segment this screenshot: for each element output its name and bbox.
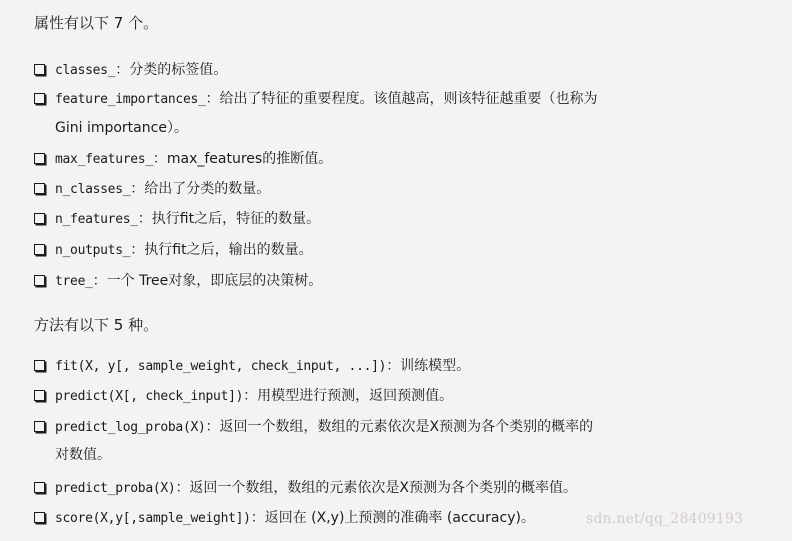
list-item xyxy=(34,417,734,465)
list-item xyxy=(34,209,734,230)
method-desc: ：训练模型。 xyxy=(386,358,471,374)
attribute-desc: ：执行fit之后，输出的数量。 xyxy=(130,242,313,258)
checkbox-icon xyxy=(34,153,45,164)
attribute-desc: ：分类的标签值。 xyxy=(115,62,228,78)
method-desc: ：返回在 (X,y)上预测的准确率 (accuracy)。 xyxy=(250,510,535,526)
list-item xyxy=(34,386,734,407)
attribute-desc-continued: Gini importance）。 xyxy=(55,120,188,136)
attribute-name: n_classes_ xyxy=(55,182,131,197)
list-item xyxy=(34,149,734,170)
method-signature: score(X,y[,sample_weight]) xyxy=(55,511,251,526)
list-item xyxy=(34,179,734,200)
checkbox-icon xyxy=(34,512,45,523)
list-item xyxy=(34,240,734,261)
attribute-name: n_features_ xyxy=(55,212,138,227)
attribute-desc: ：一个 Tree对象，即底层的决策树。 xyxy=(92,273,323,289)
attribute-desc: ：给出了分类的数量。 xyxy=(130,181,271,197)
list-item xyxy=(34,356,734,377)
attribute-name: tree_ xyxy=(55,274,93,289)
method-signature: predict(X[, check_input]) xyxy=(55,389,244,404)
watermark: sdn.net/qq_28409193 xyxy=(586,511,744,527)
attribute-desc: ：给出了特征的重要程度。该值越高，则该特征越重要（也称为 xyxy=(205,91,598,107)
checkbox-icon xyxy=(34,183,45,194)
attributes-heading: 属性有以下 7 个。 xyxy=(34,14,159,32)
attribute-desc: ：执行fit之后，特征的数量。 xyxy=(137,211,321,227)
checkbox-icon xyxy=(34,275,45,286)
attribute-name: max_features_ xyxy=(55,152,153,167)
checkbox-icon xyxy=(34,213,45,224)
attribute-name: feature_importances_ xyxy=(55,92,206,107)
method-desc: ：用模型进行预测，返回预测值。 xyxy=(243,388,454,404)
attribute-desc: ：max_features的推断值。 xyxy=(152,151,333,167)
method-desc: ：返回一个数组，数组的元素依次是X预测为各个类别的概率的 xyxy=(205,419,594,435)
list-item xyxy=(34,478,734,499)
checkbox-icon xyxy=(34,421,45,432)
method-signature: fit(X, y[, sample_weight, check_input, ...]) xyxy=(55,359,387,374)
methods-heading: 方法有以下 5 种。 xyxy=(34,316,159,334)
attribute-name: classes_ xyxy=(55,63,116,78)
method-signature: predict_proba(X) xyxy=(55,481,176,496)
method-desc-continued: 对数值。 xyxy=(55,447,111,463)
list-item xyxy=(34,60,734,81)
checkbox-icon xyxy=(34,482,45,493)
list-item xyxy=(34,89,734,138)
checkbox-icon xyxy=(34,93,45,104)
checkbox-icon xyxy=(34,390,45,401)
checkbox-icon xyxy=(34,244,45,255)
method-signature: predict_log_proba(X) xyxy=(55,420,206,435)
list-item xyxy=(34,271,734,292)
attribute-name: n_outputs_ xyxy=(55,243,131,258)
checkbox-icon xyxy=(34,360,45,371)
method-desc: ：返回一个数组，数组的元素依次是X预测为各个类别的概率值。 xyxy=(175,480,578,496)
checkbox-icon xyxy=(34,64,45,75)
